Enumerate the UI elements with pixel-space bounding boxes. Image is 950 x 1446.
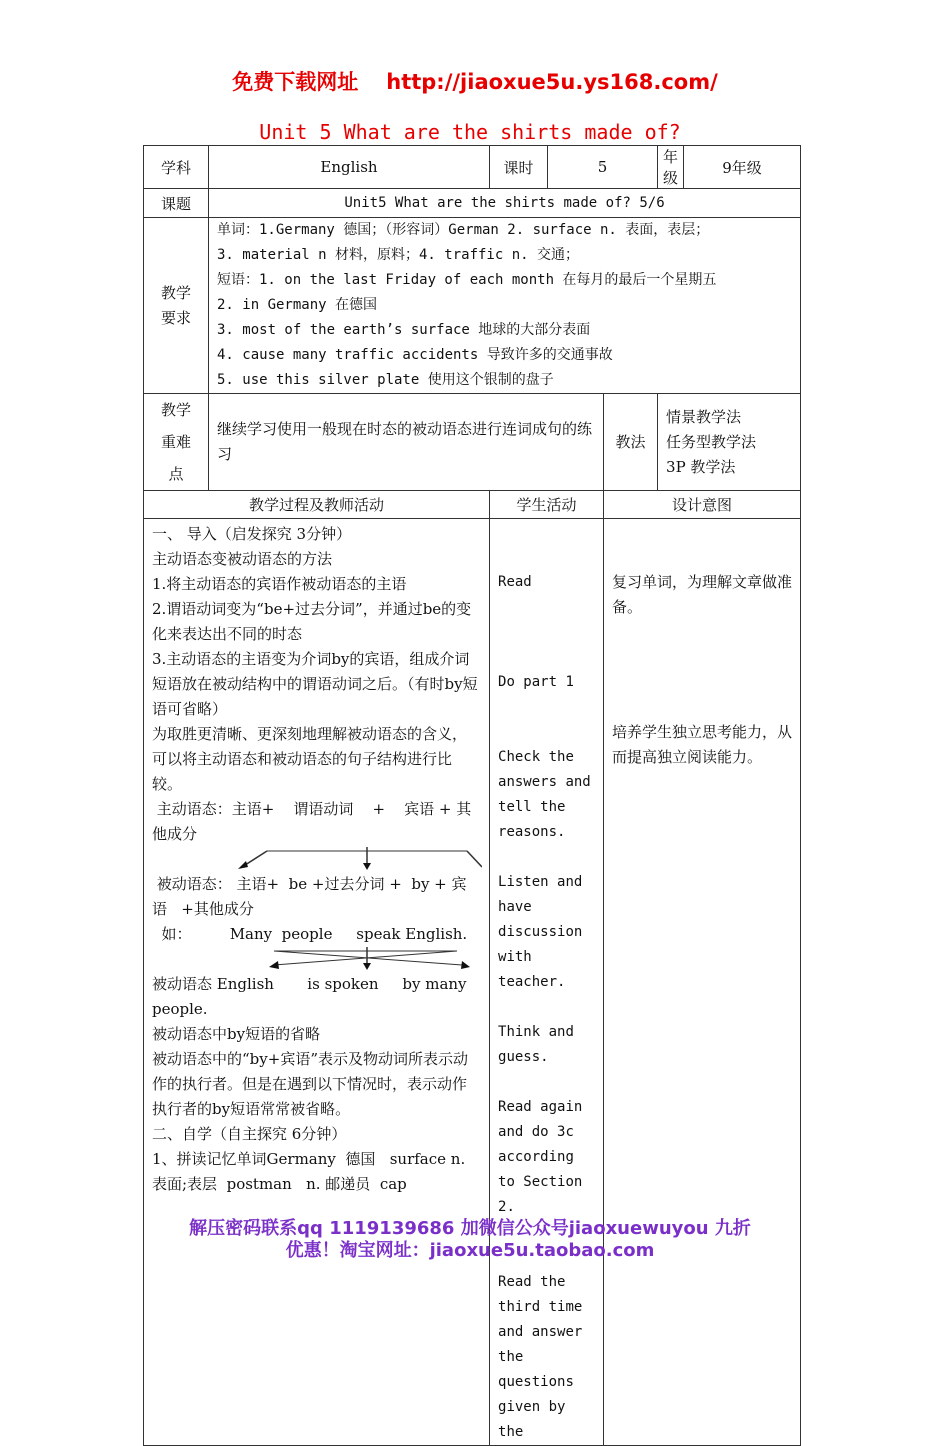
arrow-head-left [238,861,248,869]
key-points-label: 教学重难点 [144,394,209,491]
requirements-row [144,218,801,394]
requirement-line: 3. most of the earth’s surface 地球的大部分表面 [217,322,591,338]
period-label: 课时 [490,146,548,189]
requirements-content [209,218,801,394]
cross-arrows-diagram-1 [152,847,482,872]
grade-value: 9年级 [684,146,801,189]
page-title: Unit 5 What are the shirts made of? [259,120,681,144]
arrow-head-right [461,961,470,969]
student-line: Check the answers and tell the reasons. [498,749,591,840]
student-line: Think and guess. [498,1024,574,1065]
requirements-label: 教学要求 [144,218,209,394]
info-row [144,146,801,189]
design-intent [604,519,801,1446]
process-line: 一、 导入（启发探究 3分钟） [152,525,352,543]
process-line: 被动语态中by短语的省略 [152,1025,321,1043]
student-header: 学生活动 [490,491,604,519]
process-header-row [144,491,801,519]
process-line: 被动语态： 主语+ be +过去分词 + by + 宾语 +其他成分 [152,875,467,918]
student-line: Listen and have discussion with teacher. [498,874,583,990]
footer-contact [0,1218,940,1262]
process-line: 主动语态：主语+ 谓语动词 + 宾语 + 其他成分 [152,800,472,843]
requirement-line: 5. use this silver plate 使用这个银制的盘子 [217,372,554,388]
method-item: 任务型教学法 [666,432,757,451]
download-link-header[interactable] [0,66,950,96]
method-label: 教法 [604,394,658,491]
student-line: Read the third time and answer the questions given by the [498,1274,583,1440]
student-line: Read [498,574,532,590]
student-line: Read again and do 3c according to Section 2. [498,1099,583,1215]
key-points-content: 继续学习使用一般现在时态的被动语态进行连词成句的练习 [209,394,604,491]
topic-row [144,189,801,218]
teacher-activities [144,519,490,1446]
teacher-header: 教学过程及教师活动 [144,491,490,519]
requirement-line: 2. in Germany 在德国 [217,297,378,313]
voice-mapping-arrows [152,847,481,872]
example-mapping-arrows [152,947,481,972]
arrow-head-middle [363,863,371,870]
process-line: 主动语态变被动语态的方法 [152,550,333,568]
process-line: 1.将主动语态的宾语作被动语态的主语 [152,575,407,593]
design-line: 复习单词，为理解文章做准备。 [612,573,793,616]
subject-label: 学科 [144,146,209,189]
process-line: 1、拼读记忆单词Germany 德国 surface n. 表面;表层 postman n. 邮递员 cap [152,1150,470,1193]
requirement-line: 3. material n 材料，原料；4. traffic n. 交通； [217,247,580,263]
cross-arrows-diagram-2 [152,947,482,972]
arrow-head-middle [363,963,371,970]
topic-value: Unit5 What are the shirts made of? 5/6 [209,189,801,218]
process-line: 2.谓语动词变为“be+过去分词”，并通过be的变化来表达出不同的时态 [152,600,472,643]
design-header: 设计意图 [604,491,801,519]
subject-value: English [209,146,490,189]
design-line: 培养学生独立思考能力，从而提高独立阅读能力。 [612,723,793,766]
footer-line: 解压密码联系qq 1119139686 加微信公众号jiaoxuewuyou 九折 [189,1218,751,1239]
process-line: 3.主动语态的主语变为介词by的宾语，组成介词短语放在被动结构中的谓语动词之后。（有时by短语可省略） [152,650,478,718]
method-item: 3P 教学法 [666,457,736,476]
process-line: 二、自学（自主探究 6分钟） [152,1125,347,1143]
process-line: 如： Many people speak English. [152,925,468,943]
arrow-right [467,851,482,867]
topic-label: 课题 [144,189,209,218]
requirement-line: 4. cause many traffic accidents 导致许多的交通事故 [217,347,613,363]
method-item: 情景教学法 [666,407,742,426]
requirement-line: 短语：1. on the last Friday of each month 在每月的最后一个星期五 [217,272,717,288]
student-line: Do part 1 [498,674,574,690]
process-line: 被动语态中的“by+宾语”表示及物动词所表示动作的执行者。但是在遇到以下情况时，表示动作执行者的by短语常常被省略。 [152,1050,468,1118]
process-row [144,519,801,1446]
student-activities [490,519,604,1446]
header-url[interactable]: http://jiaoxue5u.ys168.com/ [386,70,718,94]
process-line: 为取胜更清晰、更深刻地理解被动语态的含义，可以将主动语态和被动语态的句子结构进行比较。 [152,725,468,793]
requirement-line: 单词：1.Germany 德国；（形容词）German 2. surface n. 表面，表层； [217,222,710,238]
footer-line[interactable]: 优惠！淘宝网址：jiaoxue5u.taobao.com [285,1240,655,1261]
methods-list [658,394,801,491]
arrow-head-left [269,961,279,969]
key-points-row [144,394,801,491]
grade-label: 年级 [658,146,684,189]
period-value: 5 [548,146,658,189]
header-label: 免费下载网址 [232,70,359,94]
process-line: 被动语态 English is spoken by many people. [152,975,472,1018]
